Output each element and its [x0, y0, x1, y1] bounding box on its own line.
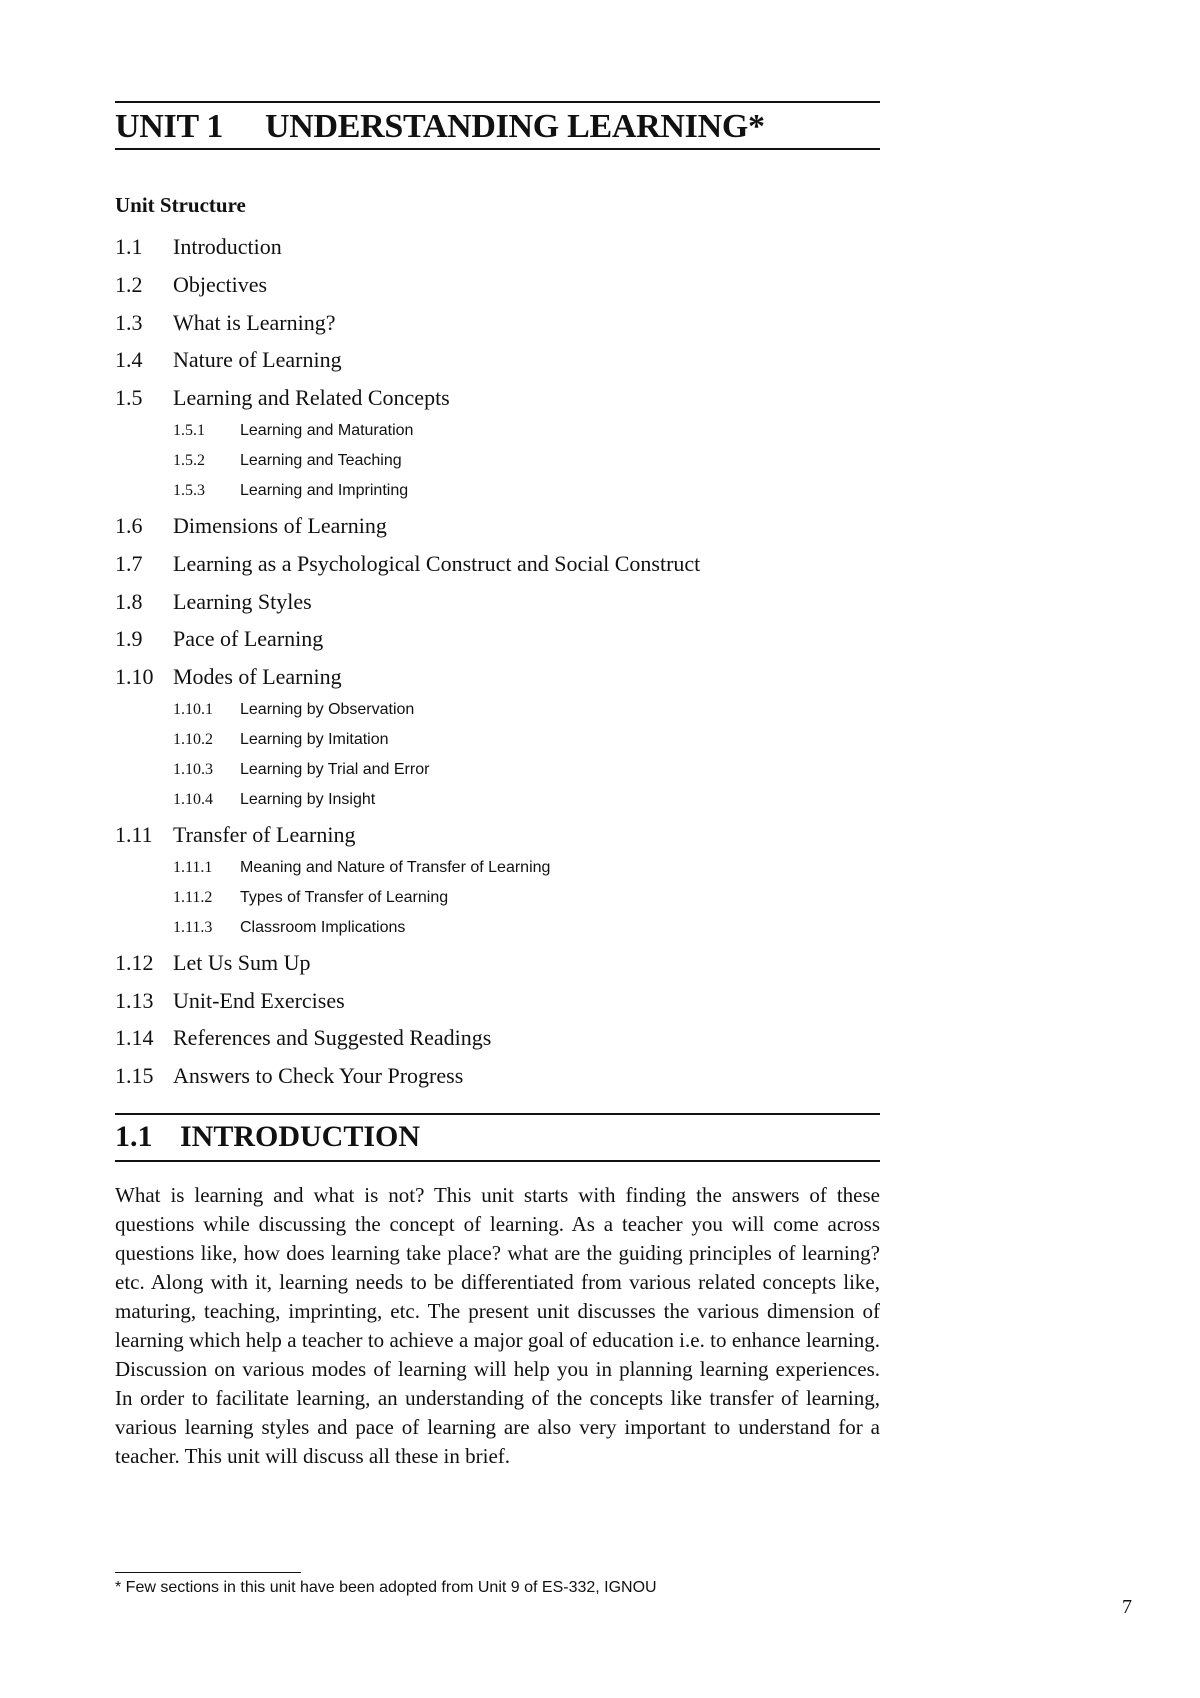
- toc-item-number: 1.8: [115, 588, 143, 614]
- unit-number: UNIT 1: [115, 108, 224, 145]
- section-rule-top: [115, 1113, 880, 1115]
- toc-item-label: Unit-End Exercises: [173, 987, 345, 1013]
- unit-structure-heading: Unit Structure: [115, 193, 246, 217]
- toc-item-number: 1.2: [115, 271, 143, 297]
- toc-item-number: 1.11.1: [173, 858, 213, 876]
- toc-item: [115, 383, 895, 421]
- toc-item-label: Learning by Trial and Error: [240, 760, 430, 778]
- toc-subitem: [115, 790, 895, 820]
- toc-item-number: 1.6: [115, 512, 143, 538]
- page-number: 7: [1122, 1596, 1132, 1618]
- toc-item-label: Modes of Learning: [173, 664, 342, 690]
- toc-item: [115, 511, 895, 549]
- toc-item-number: 1.9: [115, 626, 143, 652]
- unit-title-text: UNDERSTANDING LEARNING*: [265, 108, 765, 145]
- toc-item-label: Dimensions of Learning: [173, 512, 387, 538]
- toc-item-label: Meaning and Nature of Transfer of Learning: [240, 858, 551, 876]
- toc-item-label: Learning as a Psychological Construct and Social Construct: [173, 550, 701, 576]
- toc-item-label: Introduction: [173, 234, 282, 259]
- toc-subitem: [115, 918, 895, 948]
- footnote: * Few sections in this unit have been adopted from Unit 9 of ES-332, IGNOU: [115, 1579, 657, 1596]
- toc-item-number: 1.15: [115, 1063, 154, 1089]
- toc-item: [115, 820, 895, 858]
- toc-item-label: Pace of Learning: [173, 626, 324, 652]
- toc-item-label: Transfer of Learning: [173, 821, 356, 847]
- toc-item-number: 1.4: [115, 347, 143, 373]
- toc-item-number: 1.3: [115, 309, 143, 335]
- section-number: 1.1: [115, 1120, 153, 1153]
- toc-item-number: 1.5.1: [173, 421, 205, 439]
- toc-item-label: Answers to Check Your Progress: [173, 1063, 464, 1089]
- toc-item: [115, 1023, 895, 1061]
- toc-item-number: 1.11.2: [173, 888, 213, 906]
- unit-title: [115, 108, 765, 146]
- toc-item: [115, 624, 895, 662]
- toc-item-label: Learning by Imitation: [240, 730, 389, 748]
- toc-item-number: 1.11: [115, 821, 153, 847]
- toc-subitem: [115, 421, 895, 451]
- toc-item-label: Learning and Maturation: [240, 421, 414, 439]
- title-rule-bottom: [115, 148, 880, 150]
- toc-item-label: Classroom Implications: [240, 918, 406, 936]
- toc-item-number: 1.11.3: [173, 918, 213, 936]
- toc-item: [115, 232, 895, 270]
- toc-item: [115, 986, 895, 1024]
- toc-item-number: 1.10.1: [173, 700, 213, 718]
- toc-subitem: [115, 451, 895, 481]
- toc-subitem: [115, 858, 895, 888]
- toc-item: [115, 1061, 895, 1099]
- toc-item: [115, 549, 895, 587]
- toc-item-label: Learning by Insight: [240, 790, 376, 808]
- toc-item-number: 1.5: [115, 385, 143, 411]
- toc-item-label: Learning Styles: [173, 588, 312, 614]
- toc-item-number: 1.5.3: [173, 481, 205, 499]
- toc-subitem: [115, 760, 895, 790]
- toc-item-number: 1.10.2: [173, 730, 213, 748]
- introduction-paragraph: What is learning and what is not? This unit starts with finding the answers of these questions while discussing the concept of learning. As a teacher you will come across questions like, how does learning take place? what are the guiding principles of learning? etc. Along with it, learning needs to be differentiated from various related concepts like, maturing, teaching, imprinting, etc. The present unit discusses the various dimension of learning which help a teacher to achieve a major goal of education i.e. to enhance learning. Discussion on various modes of learning will help you in planning learning experiences. In order to facilitate learning, an understanding of the concepts like transfer of learning, various learning styles and pace of learning are also very important to understand for a teacher. This unit will discuss all these in brief.: [115, 1183, 880, 1468]
- toc-item-number: 1.12: [115, 949, 154, 975]
- toc-item-label: Nature of Learning: [173, 347, 342, 373]
- toc-item-number: 1.5.2: [173, 451, 205, 469]
- toc-item-label: References and Suggested Readings: [173, 1025, 492, 1051]
- toc-item: [115, 587, 895, 625]
- toc-item-number: 1.10.4: [173, 790, 213, 808]
- toc-item-label: Objectives: [173, 271, 268, 297]
- toc-item-number: 1.13: [115, 987, 154, 1013]
- section-title: [115, 1120, 420, 1154]
- toc-item-number: 1.10: [115, 664, 154, 690]
- unit-structure-list: [115, 232, 895, 1099]
- toc-item-label: Learning and Teaching: [240, 451, 402, 469]
- toc-item-label: What is Learning?: [173, 309, 336, 335]
- toc-item-label: Learning and Related Concepts: [173, 385, 450, 411]
- footnote-rule: [115, 1572, 301, 1573]
- toc-item-number: 1.10.3: [173, 760, 213, 778]
- toc-item: [115, 270, 895, 308]
- toc-subitem: [115, 481, 895, 511]
- toc-subitem: [115, 730, 895, 760]
- toc-subitem: [115, 700, 895, 730]
- section-rule-bottom: [115, 1160, 880, 1162]
- title-rule-top: [115, 101, 880, 103]
- toc-item: [115, 345, 895, 383]
- section-title-text: INTRODUCTION: [180, 1120, 421, 1153]
- toc-item: [115, 948, 895, 986]
- toc-item-label: Learning and Imprinting: [240, 481, 409, 499]
- toc-item-number: 1.7: [115, 550, 143, 576]
- toc-item-label: Learning by Observation: [240, 700, 415, 718]
- toc-item-number: 1.14: [115, 1025, 154, 1051]
- toc-subitem: [115, 888, 895, 918]
- toc-item-number: 1.1: [115, 234, 143, 259]
- toc-item-label: Types of Transfer of Learning: [240, 888, 449, 906]
- toc-item: [115, 662, 895, 700]
- toc-item: [115, 308, 895, 346]
- toc-item-label: Let Us Sum Up: [173, 949, 311, 975]
